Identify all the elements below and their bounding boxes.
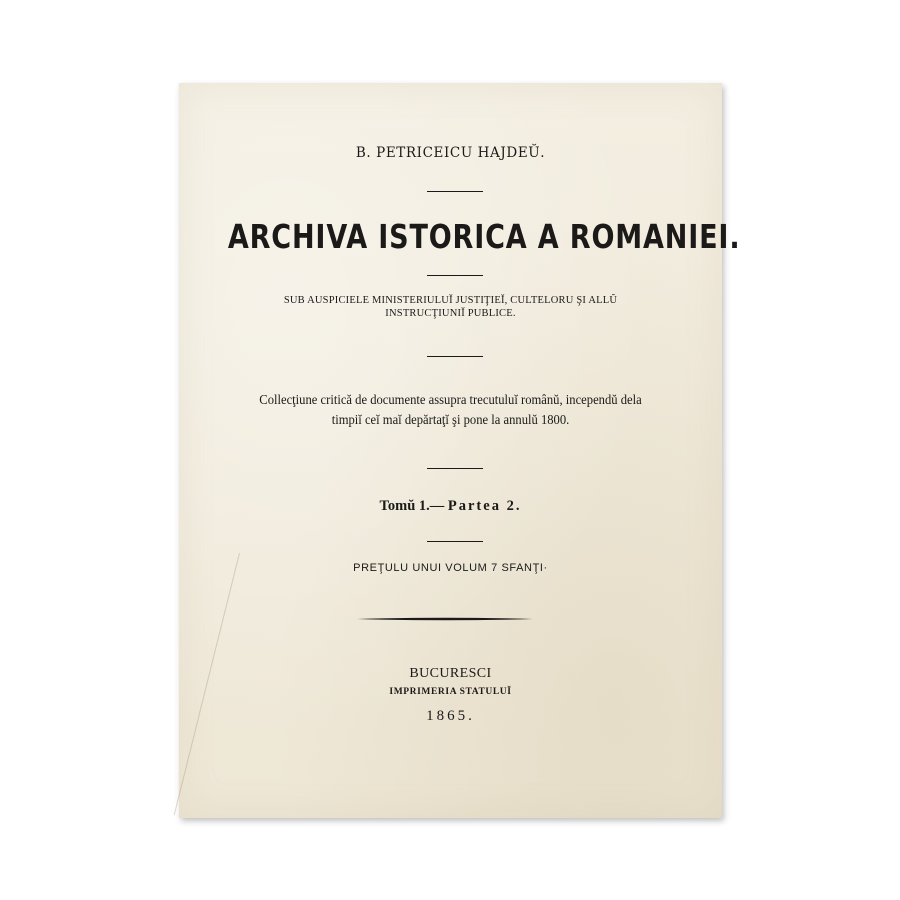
book-title: ARCHIVA ISTORICA A ROMANIEI.: [227, 217, 741, 256]
auspices-line-2: INSTRUCŢIUNIĬ PUBLICE.: [385, 308, 516, 319]
description-line-1: Collecţiune critică de documente assupra trecutuluĭ românŭ, incependŭ dela: [259, 393, 642, 408]
description-line-2: timpiĭ ceĭ maĭ depărtaţĭ şi pone la annulŭ 1800.: [331, 413, 570, 428]
part-label: Partea 2.: [447, 498, 522, 514]
title-page: [179, 83, 741, 818]
imprint-printer: IMPRIMERIA STATULUĬ: [389, 687, 512, 697]
imprint-city: BUCURESCI: [409, 666, 492, 681]
volume-info: [179, 498, 722, 515]
divider-rule: [427, 275, 483, 276]
volume-label: Tomŭ 1.—: [379, 498, 445, 514]
divider-rule: [427, 541, 483, 542]
price-line: PREŢULU UNUI VOLUM 7 SFANŢI·: [353, 562, 548, 574]
divider-rule: [427, 356, 483, 357]
divider-rule: [427, 191, 483, 192]
author-name: B. PETRICEICU HAJDEŬ.: [355, 145, 546, 161]
auspices-line-1: SUB AUSPICIELE MINISTERIULUĬ JUSTIŢIEĬ, CULTELORU ŞI ALLŬ: [283, 295, 618, 306]
divider-rule: [427, 468, 483, 469]
imprint-year: 1865.: [426, 708, 475, 724]
paper-crease: [174, 553, 240, 815]
ornamental-rule: [357, 617, 533, 621]
